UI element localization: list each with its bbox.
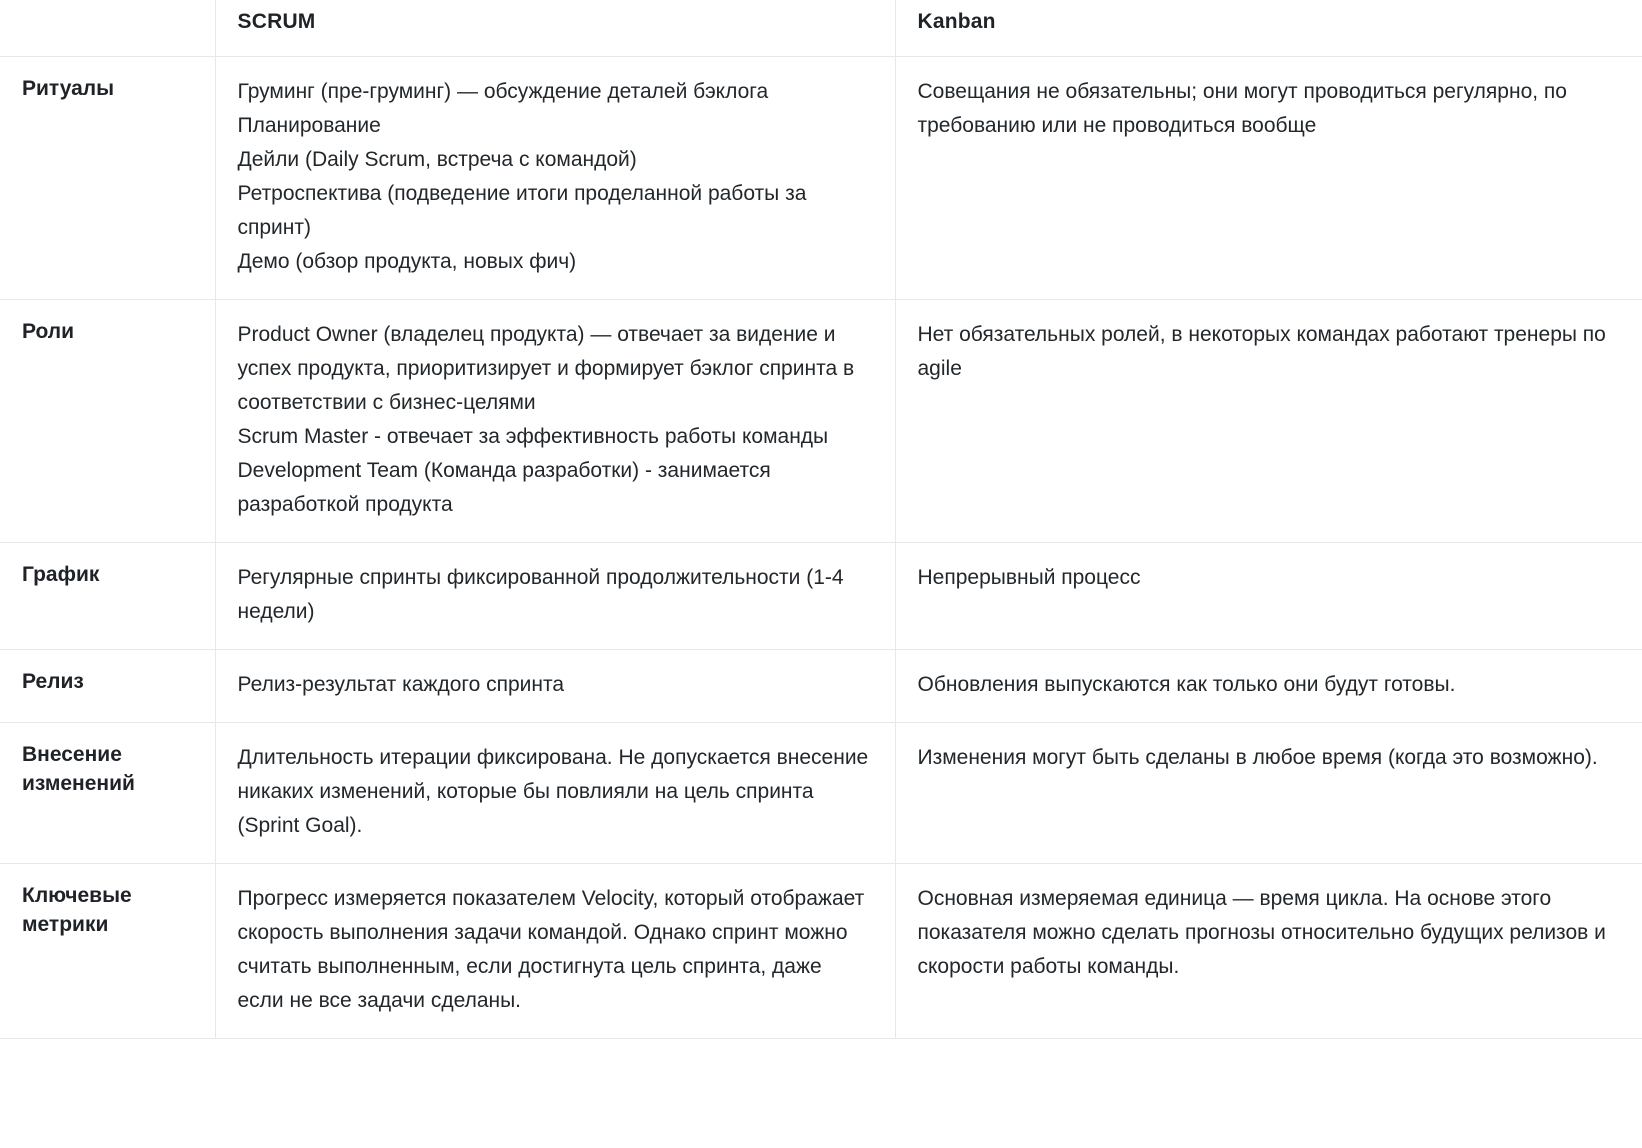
cell-kanban-release	[895, 650, 1642, 723]
cell-line: Обновления выпускаются как только они будут готовы.	[917, 673, 1456, 697]
cell-scrum-key-metrics	[215, 864, 895, 1039]
cell-scrum-schedule	[215, 543, 895, 650]
cell-line: Product Owner (владелец продукта) — отвечает за видение и успех продукта, приоритизирует и формирует бэклог спринта в соответствии с бизнес-целями	[237, 323, 855, 415]
cell-line: Ретроспектива (подведение итоги проделанной работы за спринт)	[237, 182, 807, 240]
cell-scrum-roles	[215, 300, 895, 543]
cell-scrum-release	[215, 650, 895, 723]
table-header	[0, 0, 1642, 57]
cell-line: Scrum Master - отвечает за эффективность работы команды	[237, 425, 829, 449]
cell-kanban-changes	[895, 723, 1642, 864]
cell-scrum-rituals	[215, 57, 895, 300]
cell-kanban-roles	[895, 300, 1642, 543]
cell-line: Демо (обзор продукта, новых фич)	[237, 250, 577, 274]
table-row	[0, 864, 1642, 1039]
table-row	[0, 300, 1642, 543]
row-label-rituals: Ритуалы	[0, 57, 215, 300]
cell-scrum-changes	[215, 723, 895, 864]
cell-line: Development Team (Команда разработки) - занимается разработкой продукта	[237, 459, 771, 517]
cell-line: Изменения могут быть сделаны в любое время (когда это возможно).	[917, 746, 1598, 770]
table-header-row	[0, 0, 1642, 57]
row-label-schedule: График	[0, 543, 215, 650]
table-row	[0, 650, 1642, 723]
cell-line: Непрерывный процесс	[917, 566, 1141, 590]
row-label-key-metrics: Ключевые метрики	[0, 864, 215, 1039]
cell-line: Планирование	[237, 114, 381, 138]
cell-line: Дейли (Daily Scrum, встреча с командой)	[237, 148, 637, 172]
table-body	[0, 57, 1642, 1039]
table-row	[0, 57, 1642, 300]
column-header-kanban: Kanban	[895, 0, 1642, 57]
cell-kanban-rituals	[895, 57, 1642, 300]
cell-line: Нет обязательных ролей, в некоторых командах работают тренеры по agile	[917, 323, 1606, 381]
cell-kanban-schedule	[895, 543, 1642, 650]
table-row	[0, 543, 1642, 650]
cell-line: Регулярные спринты фиксированной продолжительности (1-4 недели)	[237, 566, 844, 624]
cell-line: Релиз-результат каждого спринта	[237, 673, 565, 697]
cell-line: Прогресс измеряется показателем Velocity, который отображает скорость выполнения задачи командой. Однако спринт можно считать выполненным, если достигнута цель спринта, даже если не все задачи сделаны.	[237, 887, 865, 1013]
cell-line: Основная измеряемая единица — время цикла. На основе этого показателя можно сделать прогнозы относительно будущих релизов и скорости работы команды.	[917, 887, 1606, 979]
row-label-changes: Внесение изменений	[0, 723, 215, 864]
row-label-release: Релиз	[0, 650, 215, 723]
column-header-empty	[0, 0, 215, 57]
cell-line: Длительность итерации фиксирована. Не допускается внесение никаких изменений, которые бы повлияли на цель спринта (Sprint Goal).	[237, 746, 869, 838]
table-row	[0, 723, 1642, 864]
column-header-scrum: SCRUM	[215, 0, 895, 57]
cell-line: Совещания не обязательны; они могут проводиться регулярно, по требованию или не проводиться вообще	[917, 80, 1567, 138]
row-label-roles: Роли	[0, 300, 215, 543]
cell-kanban-key-metrics	[895, 864, 1642, 1039]
cell-line: Груминг (пре-груминг) — обсуждение деталей бэклога	[237, 80, 769, 103]
